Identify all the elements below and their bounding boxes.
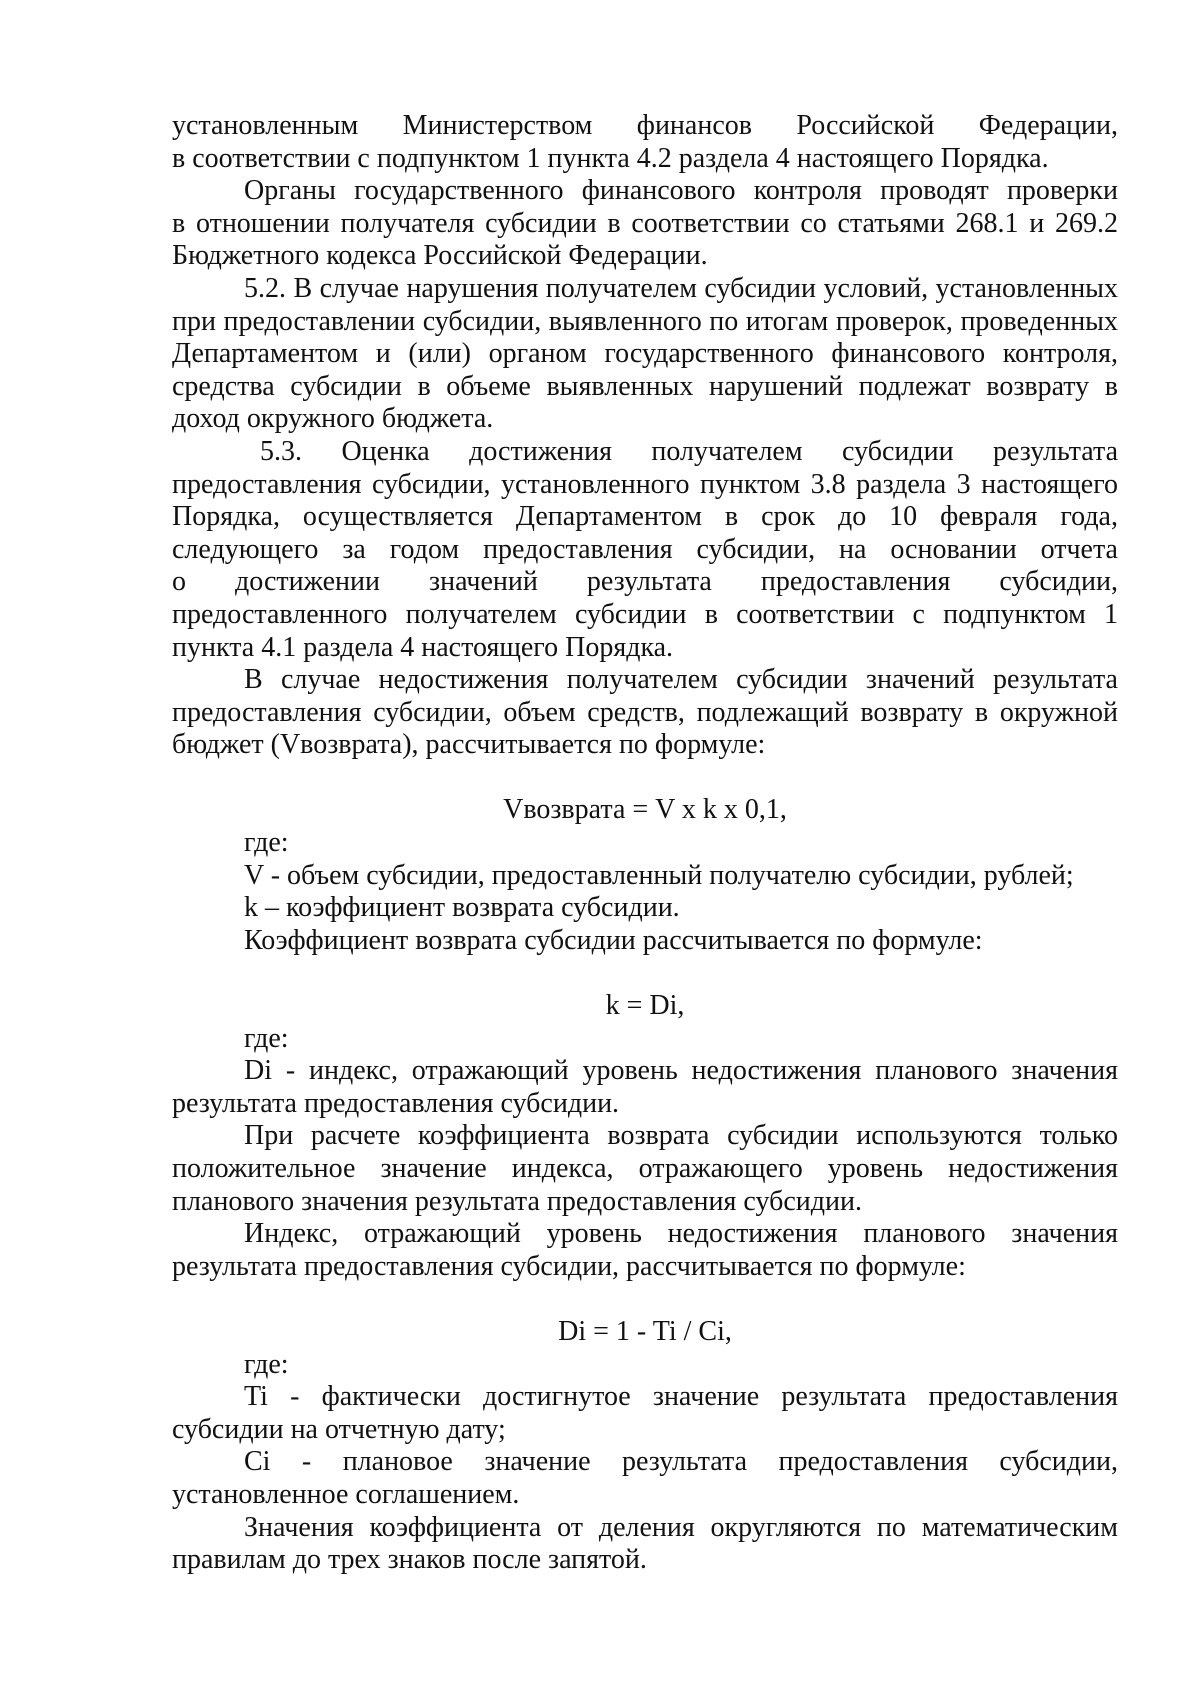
paragraph-positive-index (172, 1120, 1118, 1218)
text-line: Департаментом и (или) органом государственного финансового контроля, (172, 338, 1118, 370)
text-line: результата предоставления субсидии. (172, 1087, 620, 1119)
paragraph-5-2 (172, 273, 1118, 436)
text-line: положительное значение индекса, отражающего уровень недостижения (172, 1153, 1118, 1184)
text-line: Бюджетного кодекса Российской Федерации. (172, 240, 708, 272)
spacer (172, 1283, 1118, 1316)
text-line: Индекс, отражающий уровень недостижения планового значения (244, 1218, 1118, 1250)
text-line: Порядка, осуществляется Департаментом в срок до 10 февраля года, (172, 501, 1118, 533)
text-line: Ci - плановое значение результата предоставления субсидии, (244, 1446, 1118, 1478)
text-line: Органы государственного финансового контроля проводят проверки (244, 175, 1118, 207)
formula-index: Di = 1 - Ti / Ci, (558, 1315, 732, 1347)
where-label: где: (244, 1348, 289, 1380)
text-line: 5.3. Оценка достижения получателем субсидии результата (260, 435, 1118, 467)
text-line: В случае недостижения получателем субсидии значений результата (244, 664, 1118, 696)
text-line: предоставления субсидии, объем средств, подлежащий возврату в окружной (172, 696, 1118, 728)
paragraph-control-bodies (172, 175, 1118, 273)
text-line: доход окружного бюджета. (172, 403, 494, 435)
definition-k: k – коэффициент возврата субсидии. (244, 892, 680, 924)
paragraph-ti-definition (172, 1381, 1118, 1446)
definition-v: V - объем субсидии, предоставленный получателю субсидии, рублей; (244, 859, 1074, 891)
text-line: о достижении значений результата предоставления субсидии, (172, 566, 1118, 598)
text-line: планового значения результата предоставления субсидии. (172, 1185, 862, 1217)
text-line: правилам до трех знаков после запятой. (172, 1544, 647, 1576)
paragraph-index-formula-intro (172, 1218, 1118, 1283)
text-line: средства субсидии в объеме выявленных нарушений подлежат возврату в (172, 370, 1118, 402)
coefficient-intro: Коэффициент возврата субсидии рассчитывается по формуле: (244, 924, 983, 956)
paragraph-ci-definition (172, 1446, 1118, 1511)
text-line: в отношении получателя субсидии в соответствии со статьями 268.1 и 269.2 (172, 207, 1118, 239)
spacer (172, 957, 1118, 990)
text-line: установленное соглашением. (172, 1478, 520, 1510)
formula-coefficient: k = Di, (605, 990, 685, 1022)
paragraph-5-3 (172, 436, 1118, 664)
paragraph-shortfall (172, 664, 1118, 762)
text-line: при предоставлении субсидии, выявленного по итогам проверок, проведенных (172, 305, 1118, 337)
text-line: 5.2. В случае нарушения получателем субсидии условий, установленных (244, 272, 1118, 304)
text-line: Ti - фактически достигнутое значение результата предоставления (244, 1381, 1118, 1413)
text-line: установленным Министерством финансов Российской Федерации, (172, 110, 1118, 141)
text-line: следующего за годом предоставления субсидии, на основании отчета (172, 533, 1118, 565)
text-line: бюджет (Vвозврата), рассчитывается по формуле: (172, 729, 766, 761)
spacer (172, 762, 1118, 795)
where-label: где: (244, 1022, 289, 1054)
text-line: пункта 4.1 раздела 4 настоящего Порядка. (172, 631, 674, 663)
text-line: результата предоставления субсидии, рассчитывается по формуле: (172, 1250, 966, 1282)
text-line: субсидии на отчетную дату; (172, 1413, 506, 1445)
paragraph-continuation (172, 110, 1118, 175)
text-line: Di - индекс, отражающий уровень недостижения планового значения (244, 1055, 1118, 1087)
text-line: в соответствии с подпунктом 1 пункта 4.2 раздела 4 настоящего Порядка. (172, 142, 1049, 174)
where-label: где: (244, 827, 289, 859)
paragraph-di-definition (172, 1055, 1118, 1120)
text-line: предоставленного получателем субсидии в соответствии с подпунктом 1 (172, 598, 1118, 630)
document-page (172, 110, 1118, 1577)
text-line: Значения коэффициента от деления округляются по математическим (244, 1511, 1118, 1543)
formula-return-volume: Vвозврата = V x k x 0,1, (503, 794, 787, 826)
text-line: При расчете коэффициента возврата субсидии используются только (244, 1120, 1118, 1152)
paragraph-rounding (172, 1512, 1118, 1577)
text-line: предоставления субсидии, установленного пунктом 3.8 раздела 3 настоящего (172, 468, 1118, 500)
